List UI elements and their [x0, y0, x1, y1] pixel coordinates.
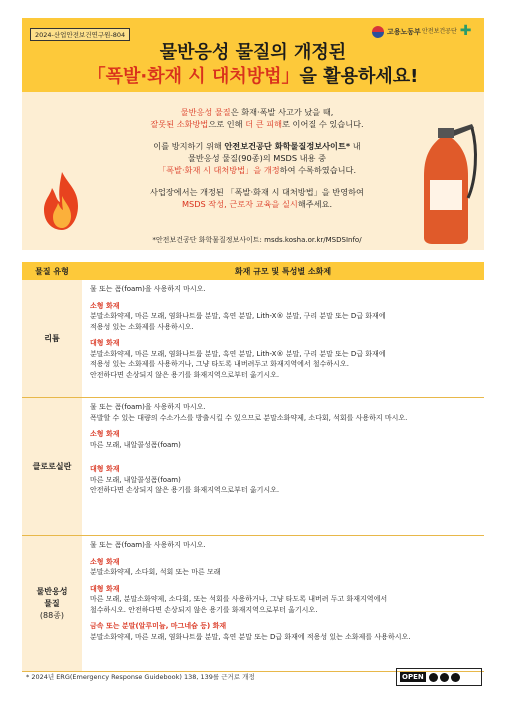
- row-line: 물 또는 폼(foam)을 사용하지 마시오.: [90, 541, 206, 549]
- moel-logo-text: 고용노동부: [387, 28, 421, 36]
- row-line: 적용성 있는 소화제를 사용하거나, 그냥 타도록 내버려두고 화재지역에서 철수하시오.: [90, 360, 349, 368]
- intro-paragraph-3: [92, 186, 422, 210]
- intro-p2-keyword: 「폭발·화재 시 대처방법」을 개정: [157, 165, 280, 175]
- intro-p3-text: 사업장에서는 개정된 「폭발·화재 시 대처방법」을 반영하여: [150, 187, 364, 197]
- intro-p2-text3: 물반응성 물질(90종)의 MSDS 내용 중: [188, 153, 326, 163]
- row-body: [82, 536, 484, 671]
- row-body: [82, 398, 484, 535]
- license-attribution-icon: [429, 673, 438, 682]
- intro-p1-text2: 으로 인해: [208, 119, 246, 129]
- row-subheading: 대형 화재: [90, 339, 120, 347]
- row-subheading: 소형 화재: [90, 557, 120, 566]
- row-line: 마른 모래, 분말소화약제, 소다회, 또는 석회를 사용하거나, 그냥 타도록 내버려 두고 화재지역에서: [90, 595, 388, 603]
- material-type-line: 물질: [44, 598, 60, 608]
- kogl-open-badge: [396, 668, 482, 686]
- intro-p1-text: 은 화재·폭발 사고가 났을 때,: [230, 107, 334, 117]
- table-row: [22, 398, 484, 536]
- intro-p2-text4: 하여 수록하였습니다.: [279, 165, 357, 175]
- intro-p1-text3: 로 이어질 수 있습니다.: [282, 119, 364, 129]
- intro-p1-keyword3: 더 큰 피해: [245, 119, 283, 129]
- page-title-line1: 물반응성 물질의 개정된: [159, 42, 347, 63]
- row-line: 분말소화약제, 마른 모래, 염화나트륨 분말, 흑연 분말, Lith-X® 분말, 구리 분말 또는 D급 화재에: [90, 349, 386, 358]
- row-line: 안전하다면 손상되지 않은 용기를 화재지역으로부터 옮기시오.: [90, 370, 280, 379]
- row-subheading: 대형 화재: [90, 584, 120, 593]
- moel-logo-icon: [372, 26, 384, 38]
- source-footnote: * 2024년 ERG(Emergency Response Guidebook) 138, 139를 근거로 개정: [26, 673, 255, 681]
- row-subheading: 대형 화재: [90, 465, 120, 473]
- title-rest: 을 활용하세요!: [299, 66, 419, 87]
- site-footnote: *안전보건공단 화학물질정보사이트: msds.kosha.or.kr/MSDSInfo/: [152, 236, 362, 244]
- intro-paragraph-1: [92, 106, 422, 130]
- column-header-agents: 화재 규모 및 특성별 소화제: [234, 266, 332, 276]
- row-line: 마른 모래, 내알콜성폼(foam): [90, 475, 181, 484]
- row-line: 물 또는 폼(foam)을 사용하지 마시오.: [90, 285, 206, 293]
- header-banner: [22, 18, 484, 92]
- row-line: 분말소화약제, 마른 모래, 염화나트륨 분말, 흑연 분말, Lith-X® 분말, 구리 분말 또는 D급 화재에: [90, 312, 386, 320]
- kosha-logo-text: 안전보건공단: [422, 27, 457, 35]
- intro-p3-text2: 해주세요.: [297, 199, 333, 209]
- fire-icon: [38, 170, 86, 232]
- table-row: [22, 280, 484, 398]
- intro-p2-text: 이를 방지하기 위해: [153, 141, 225, 151]
- material-type: 클로로실란: [22, 398, 82, 535]
- table-header: [22, 262, 484, 280]
- row-body: [82, 280, 484, 397]
- open-label: OPEN: [402, 673, 424, 681]
- column-header-type: 물질 유형: [35, 266, 69, 276]
- intro-p1-keyword: 물반응성 물질: [180, 107, 231, 117]
- page-title-line2: [22, 62, 484, 88]
- fire-extinguisher-icon: [420, 120, 478, 246]
- row-line: 분말소화약제, 소다회, 석회 또는 마른 모래: [90, 568, 221, 576]
- row-subheading: 금속 또는 분말(알루미늄, 마그네슘 등) 화재: [90, 622, 227, 630]
- row-line: 분말소화약제, 마른 모래, 염화나트륨 분말, 흑연 분말 또는 D급 화재에 적용성 있는 소화제를 사용하시오.: [90, 632, 411, 641]
- publication-tag: 2024-산업안전보건연구원-804: [30, 28, 130, 41]
- intro-p1-keyword2: 잘못된 소화방법: [150, 119, 209, 129]
- material-type-line: 물반응성: [36, 586, 68, 596]
- row-line: 안전하다면 손상되지 않은 용기를 화재지역으로부터 옮기시오.: [90, 486, 280, 494]
- extinguishing-table: [22, 262, 484, 672]
- title-highlight: 「폭발·화재 시 대처방법」: [87, 66, 300, 87]
- intro-p2-text2: 내: [350, 141, 361, 151]
- intro-p2-site: 안전보건공단 화학물질정보사이트*: [224, 141, 351, 151]
- intro-paragraph-2: [92, 140, 422, 176]
- row-line: 철수하시오. 안전하다면 손상되지 않은 용기를 화재지역으로부터 옮기시오.: [90, 605, 318, 614]
- row-subheading: 소형 화재: [90, 430, 120, 438]
- intro-p3-keyword: MSDS 작성, 근로자 교육을 실시: [181, 199, 298, 209]
- row-subheading: 소형 화재: [90, 301, 120, 310]
- license-noderivs-icon: [451, 673, 460, 682]
- material-type: [22, 536, 82, 671]
- row-line: 마른 모래, 내알콜성폼(foam): [90, 440, 181, 449]
- row-line: 물 또는 폼(foam)을 사용하지 마시오.: [90, 403, 206, 411]
- material-type: 리튬: [22, 280, 82, 397]
- kosha-logo: [422, 24, 472, 38]
- license-icons: [429, 673, 460, 682]
- row-line: 폭발할 수 있는 대량의 수소가스를 방출시킬 수 있으므로 분말소화약제, 소다회, 석회를 사용하지 마시오.: [90, 413, 408, 422]
- kosha-logo-icon: ✚: [459, 23, 472, 39]
- license-noncommercial-icon: [440, 673, 449, 682]
- moel-logo: [372, 26, 421, 38]
- row-line: 적용성 있는 소화제를 사용하시오.: [90, 322, 194, 331]
- material-type-count: (88종): [39, 610, 65, 620]
- table-row: [22, 536, 484, 672]
- intro-box: [22, 92, 484, 250]
